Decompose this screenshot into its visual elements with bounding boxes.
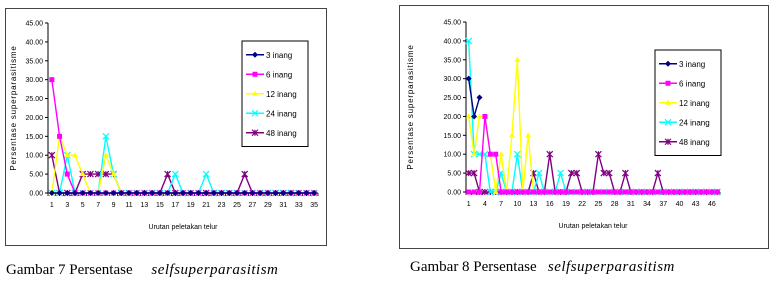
data-point — [655, 190, 660, 195]
legend — [242, 41, 308, 147]
data-point — [558, 190, 563, 195]
x-tick-label: 21 — [202, 202, 211, 209]
data-point — [623, 190, 628, 195]
data-point — [509, 132, 515, 137]
legend-entry-label: 48 inang — [266, 128, 297, 138]
y-tick-label: 20.00 — [25, 114, 43, 122]
x-tick-label: 15 — [155, 202, 164, 209]
data-point — [542, 190, 547, 195]
caption-prefix: Gambar 8 Persentase — [410, 259, 537, 275]
x-tick-label: 11 — [125, 202, 133, 209]
data-point — [661, 190, 666, 195]
legend-entry-label: 6 inang — [679, 79, 706, 89]
data-point — [580, 190, 585, 195]
data-point — [482, 114, 487, 119]
y-tick-label: 15.00 — [25, 133, 43, 141]
data-point — [49, 152, 55, 158]
x-tick-label: 29 — [263, 202, 272, 209]
data-point — [585, 190, 590, 195]
data-point — [488, 152, 493, 157]
data-point — [520, 190, 525, 195]
data-point — [645, 190, 650, 195]
x-tick-label: 25 — [594, 201, 603, 208]
y-tick-label: 25.00 — [443, 95, 461, 103]
data-point — [65, 172, 70, 177]
data-point — [477, 190, 482, 195]
y-tick-label: 0.00 — [447, 189, 461, 197]
x-tick-label: 23 — [217, 202, 226, 209]
data-point — [704, 190, 709, 195]
data-point — [203, 171, 209, 177]
legend-entry-label: 3 inang — [679, 59, 706, 69]
figure-caption-8 — [410, 259, 675, 276]
y-tick-label: 0.00 — [29, 190, 43, 198]
y-tick-label: 35.00 — [25, 58, 43, 66]
data-point — [504, 190, 509, 195]
data-point — [591, 190, 596, 195]
data-point — [655, 170, 661, 176]
x-tick-label: 19 — [562, 201, 570, 208]
legend-marker — [666, 81, 671, 86]
data-point — [709, 190, 714, 195]
data-point — [499, 190, 504, 195]
data-point — [466, 113, 472, 118]
x-tick-label: 16 — [545, 201, 554, 208]
x-tick-label: 43 — [691, 201, 700, 208]
data-point — [525, 132, 531, 137]
x-tick-label: 19 — [186, 202, 195, 209]
x-tick-label: 27 — [248, 202, 257, 209]
x-tick-label: 17 — [171, 202, 180, 209]
y-tick-label: 30.00 — [443, 76, 461, 84]
x-tick-label: 25 — [233, 202, 241, 209]
x-tick-label: 37 — [659, 201, 668, 208]
x-tick-label: 9 — [111, 202, 116, 209]
data-point — [165, 171, 171, 177]
x-tick-label: 1 — [466, 201, 471, 208]
legend — [655, 50, 721, 156]
data-point — [699, 190, 704, 195]
series-3-inang — [466, 76, 483, 120]
data-point — [639, 190, 644, 195]
figure-caption-7 — [6, 262, 278, 279]
data-point — [634, 190, 639, 195]
y-tick-label: 10.00 — [25, 152, 43, 160]
data-point — [57, 134, 62, 139]
data-point — [682, 190, 687, 195]
x-tick-label: 10 — [513, 201, 522, 208]
y-tick-label: 5.00 — [29, 171, 43, 179]
data-point — [242, 171, 248, 177]
x-tick-label: 31 — [626, 201, 635, 208]
x-tick-label: 28 — [610, 201, 619, 208]
caption-prefix: Gambar 7 Persentase — [6, 262, 133, 278]
caption-italic: selfsuperparasitism — [547, 259, 675, 275]
y-tick-label: 20.00 — [443, 113, 461, 121]
data-point — [466, 190, 471, 195]
legend-entry-label: 24 inang — [679, 118, 710, 128]
data-point — [472, 190, 477, 195]
data-point — [172, 171, 178, 177]
x-axis-label: Urutan peletakan telur — [148, 224, 218, 231]
data-point — [493, 152, 498, 157]
y-tick-label: 45.00 — [25, 20, 43, 28]
y-tick-label: 25.00 — [25, 96, 43, 104]
data-point — [672, 190, 677, 195]
data-point — [526, 190, 531, 195]
caption-italic: selfsuperparasitism — [151, 262, 279, 278]
data-point — [666, 190, 671, 195]
line-chart-7 — [6, 9, 326, 245]
data-point — [509, 190, 514, 195]
chart-frame — [399, 5, 769, 249]
x-tick-label: 3 — [65, 202, 70, 209]
y-tick-label: 35.00 — [443, 57, 461, 65]
x-tick-label: 4 — [482, 201, 487, 208]
data-point — [553, 190, 558, 195]
y-tick-label: 15.00 — [443, 132, 461, 140]
x-tick-label: 1 — [49, 202, 54, 209]
legend-entry-label: 12 inang — [679, 98, 710, 108]
x-tick-label: 35 — [310, 202, 319, 209]
x-tick-label: 46 — [707, 201, 716, 208]
data-point — [531, 190, 536, 195]
x-tick-label: 13 — [529, 201, 538, 208]
data-point — [547, 151, 553, 157]
data-point — [595, 151, 601, 157]
data-point — [601, 190, 606, 195]
data-point — [693, 190, 698, 195]
x-tick-label: 31 — [279, 202, 288, 209]
data-point — [607, 190, 612, 195]
data-point — [547, 190, 552, 195]
data-point — [514, 57, 520, 62]
data-point — [477, 95, 483, 101]
data-point — [618, 190, 623, 195]
y-tick-label: 40.00 — [25, 39, 43, 47]
y-tick-label: 40.00 — [443, 38, 461, 46]
data-point — [569, 190, 574, 195]
legend-entry-label: 48 inang — [679, 137, 710, 147]
x-tick-label: 22 — [578, 201, 587, 208]
x-tick-label: 7 — [96, 202, 101, 209]
x-tick-label: 7 — [499, 201, 504, 208]
x-tick-label: 13 — [140, 202, 149, 209]
data-point — [596, 190, 601, 195]
line-chart-8 — [400, 6, 768, 248]
chart-panel-7 — [0, 0, 330, 286]
chart-frame — [5, 8, 327, 246]
legend-entry-label: 3 inang — [266, 50, 293, 60]
data-point — [715, 190, 720, 195]
legend-entry-label: 24 inang — [266, 109, 297, 119]
x-tick-label: 40 — [675, 201, 684, 208]
x-tick-label: 5 — [80, 202, 85, 209]
y-tick-label: 30.00 — [25, 77, 43, 85]
y-axis-label: Persentase superparasitisme — [406, 44, 415, 170]
data-point — [688, 190, 693, 195]
data-point — [628, 190, 633, 195]
data-point — [49, 77, 54, 82]
legend-marker — [253, 72, 258, 77]
y-tick-label: 45.00 — [443, 19, 461, 27]
data-point — [622, 170, 628, 176]
data-point — [677, 190, 682, 195]
x-axis-label: Urutan peletakan telur — [558, 223, 628, 230]
y-axis-label: Persentase superparasitisme — [9, 45, 18, 171]
legend-entry-label: 12 inang — [266, 89, 297, 99]
data-point — [536, 190, 541, 195]
x-tick-label: 33 — [294, 202, 303, 209]
data-point — [498, 151, 504, 156]
legend-entry-label: 6 inang — [266, 70, 293, 80]
data-point — [563, 190, 568, 195]
data-point — [515, 190, 520, 195]
y-tick-label: 5.00 — [447, 170, 461, 178]
data-point — [574, 190, 579, 195]
y-tick-label: 10.00 — [443, 151, 461, 159]
data-point — [612, 190, 617, 195]
chart-panel-8 — [396, 0, 766, 286]
data-point — [650, 190, 655, 195]
x-tick-label: 34 — [643, 201, 651, 208]
